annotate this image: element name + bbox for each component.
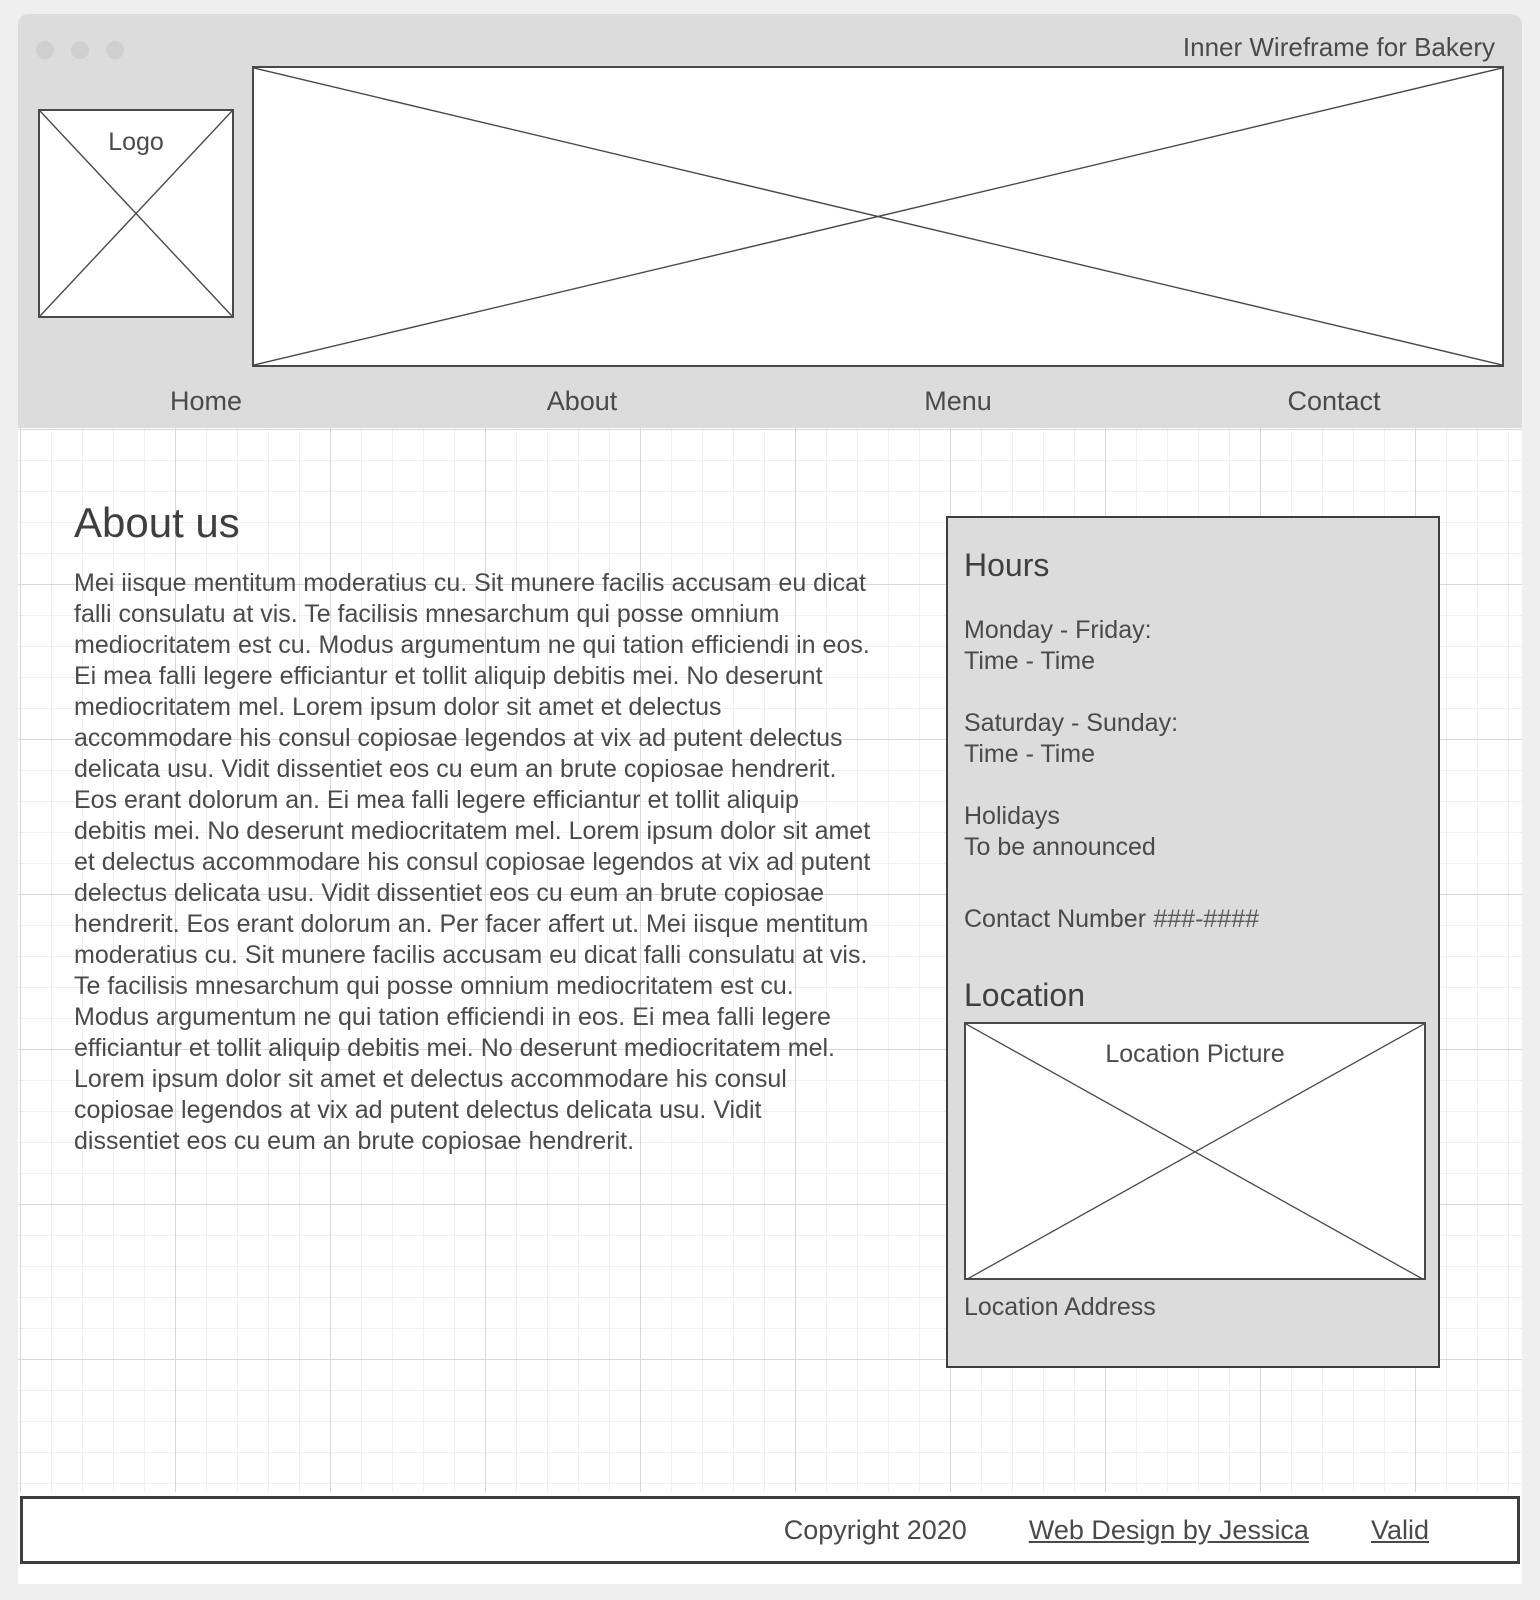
window-traffic-lights: [36, 41, 124, 59]
content-area: [18, 428, 1522, 1492]
contact-number-row: [948, 905, 1438, 934]
site-footer: [20, 1496, 1520, 1564]
about-heading: About us: [74, 499, 240, 546]
nav-item-menu[interactable]: Menu: [924, 386, 992, 416]
hours-heading: Hours: [964, 547, 1050, 583]
holidays-value: To be announced: [964, 833, 1156, 862]
weekday-label: Monday - Friday:: [964, 616, 1152, 645]
holidays-block: [948, 801, 1438, 863]
nav-item-about[interactable]: About: [546, 386, 618, 416]
nav-item-contact[interactable]: Contact: [1287, 386, 1381, 416]
main-navigation: [18, 374, 1522, 428]
weekday-hours-block: [948, 615, 1438, 677]
logo-placeholder-label: Logo: [108, 128, 164, 156]
window-title: Inner Wireframe for Bakery: [1182, 32, 1495, 62]
maximize-dot-icon[interactable]: [106, 41, 124, 59]
nav-item-home[interactable]: Home: [169, 386, 243, 416]
weekend-hours-block: [948, 708, 1438, 770]
location-picture-label: Location Picture: [1105, 1040, 1285, 1068]
placeholder-cross-icon: [40, 111, 232, 316]
holidays-label: Holidays: [964, 802, 1060, 831]
placeholder-cross-icon: [254, 68, 1502, 365]
location-picture-placeholder-box[interactable]: [964, 1022, 1426, 1280]
window-header: [18, 14, 1522, 428]
location-heading: Location: [964, 977, 1085, 1014]
minimize-dot-icon[interactable]: [71, 41, 89, 59]
logo-placeholder-box[interactable]: [38, 109, 234, 318]
about-body-text: Mei iisque mentitum moderatius cu. Sit munere facilis accusam eu dicat falli consulatu at vis. Te facilisis mnesarchum qui posse omnium mediocritatem est cu. Modus argumentum ne qui tation efficiendi in eos. Ei mea falli legere efficiantur et tollit aliquip debitis mei. No deserunt mediocritatem mel. Lorem ipsum dolor sit amet et delectus accommodare his consul copiosae legendos at vix ad putent delectus delicata usu. Vidit dissentiet eos cu eum an brute copiosae hendrerit. Eos erant dolorum an. Ei mea falli legere efficiantur et tollit aliquip debitis mei. No deserunt mediocritatem mel. Lorem ipsum dolor sit amet et delectus accommodare his consul copiosae legendos at vix ad putent delectus delicata usu. Vidit dissentiet eos cu eum an brute copiosae hendrerit. Eos erant dolorum an. Per facer affert ut. Mei iisque mentitum moderatius cu. Sit munere facilis accusam eu dicat falli consulatu at vis. Te facilisis mnesarchum qui posse omnium mediocritatem est cu. Modus argumentum ne qui tation efficiendi in eos. Ei mea falli legere efficiantur et tollit aliquip debitis mei. No deserunt mediocritatem mel. Lorem ipsum dolor sit amet et delectus accommodare his consul copiosae legendos at vix ad putent delectus delicata usu. Vidit dissentiet eos cu eum an brute copiosae hendrerit.: [74, 569, 871, 1156]
footer-copyright: Copyright 2020: [783, 1514, 967, 1545]
weekend-time: Time - Time: [964, 740, 1096, 769]
weekday-time: Time - Time: [964, 647, 1096, 676]
location-address: Location Address: [964, 1293, 1156, 1321]
about-section: [74, 500, 874, 1157]
browser-window: [18, 14, 1522, 1584]
placeholder-cross-icon: [966, 1024, 1424, 1280]
weekend-label: Saturday - Sunday:: [964, 709, 1179, 738]
hero-image-placeholder-box[interactable]: [252, 66, 1504, 367]
close-dot-icon[interactable]: [36, 41, 54, 59]
contact-number-value: ###-####: [1152, 905, 1259, 934]
contact-number-label: Contact Number: [964, 905, 1147, 934]
footer-designer-link[interactable]: Web Design by Jessica: [1028, 1514, 1309, 1545]
footer-valid-link[interactable]: Valid: [1370, 1514, 1429, 1545]
hours-location-panel: [946, 516, 1440, 1368]
